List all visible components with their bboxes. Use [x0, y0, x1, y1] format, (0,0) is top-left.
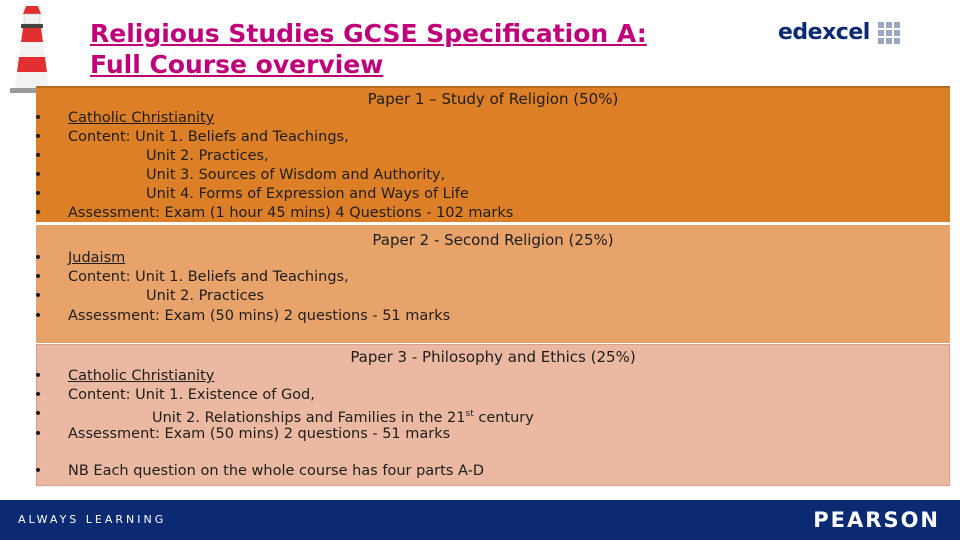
footer-bar	[0, 500, 960, 540]
paper2-heading: Paper 2 - Second Religion (25%)	[372, 231, 614, 249]
paper1-line: • Unit 3. Sources of Wisdom and Authority,	[33, 167, 446, 183]
paper3-heading: Paper 3 - Philosophy and Ethics (25%)	[350, 348, 636, 366]
paper2-panel	[33, 225, 950, 343]
footer-tagline: ALWAYS LEARNING	[18, 513, 167, 526]
edexcel-logo	[778, 20, 900, 45]
paper3-panel	[33, 344, 950, 486]
page-title	[90, 18, 647, 80]
title-line-2: Full Course overview	[90, 50, 384, 79]
paper1-line: • Assessment: Exam (1 hour 45 mins) 4 Questions - 102 marks	[33, 205, 514, 221]
course-note: • NB Each question on the whole course has four parts A-D	[33, 463, 484, 479]
paper1-heading: Paper 1 – Study of Religion (50%)	[367, 90, 619, 108]
logo-grid-icon	[878, 22, 900, 44]
title-line-1: Religious Studies GCSE Specification A:	[90, 19, 647, 48]
paper1-line: • Catholic Christianity	[33, 110, 215, 126]
paper1-panel	[33, 86, 950, 222]
paper2-line: • Judaism	[33, 250, 126, 266]
pearson-logo: PEARSON	[813, 508, 940, 532]
logo-text: edexcel	[778, 20, 870, 45]
paper3-line: • Catholic Christianity	[33, 368, 215, 384]
paper2-line: • Unit 2. Practices	[33, 288, 265, 304]
paper1-line: • Unit 4. Forms of Expression and Ways of Life	[33, 186, 469, 202]
paper3-line: • Assessment: Exam (50 mins) 2 questions - 51 marks	[33, 426, 451, 442]
lighthouse-icon	[4, 2, 60, 94]
paper3-line: • Content: Unit 1. Existence of God,	[33, 387, 315, 403]
paper3-line: • Unit 2. Relationships and Families in the 21st century	[33, 406, 534, 426]
paper2-line: • Content: Unit 1. Beliefs and Teachings,	[33, 269, 349, 285]
paper1-line: • Content: Unit 1. Beliefs and Teachings,	[33, 129, 349, 145]
paper2-line: • Assessment: Exam (50 mins) 2 questions - 51 marks	[33, 308, 451, 324]
paper1-line: • Unit 2. Practices,	[33, 148, 269, 164]
